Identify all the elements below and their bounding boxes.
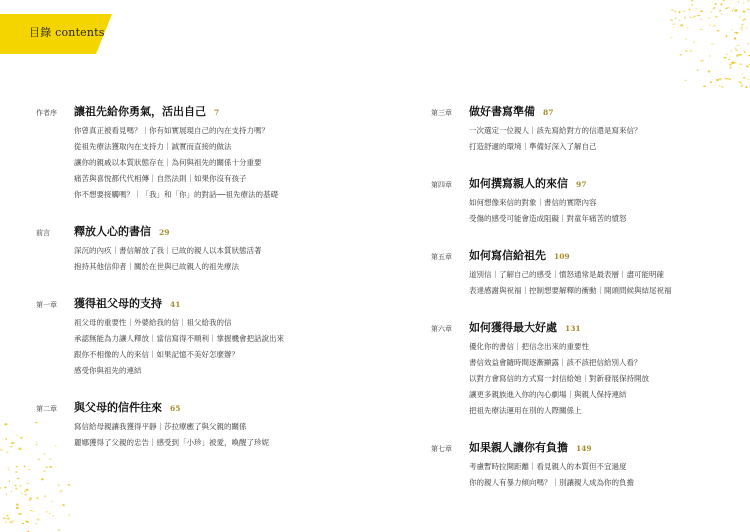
gold-speck — [747, 9, 750, 11]
subsection-line: 從祖先療法獲取內在支持力｜誠實而直接的做法 — [74, 142, 232, 151]
subsection-list — [74, 243, 336, 275]
gold-speck — [684, 17, 686, 19]
gold-speck — [0, 449, 3, 451]
gold-speck — [28, 469, 30, 470]
gold-speck — [746, 28, 748, 29]
chapter-heading-row — [431, 439, 731, 455]
gold-speck — [691, 0, 693, 1]
gold-speck — [728, 59, 730, 60]
toc-chapter-entry — [36, 295, 336, 379]
subsection-list — [469, 195, 731, 227]
chapter-label: 前言 — [36, 229, 50, 237]
gold-speck — [739, 17, 741, 18]
gold-speck — [679, 20, 681, 21]
gold-speck — [734, 9, 737, 11]
gold-speck — [742, 20, 744, 21]
subsection-list — [74, 123, 336, 203]
gold-speck — [670, 19, 673, 20]
gold-speck — [10, 446, 13, 447]
gold-speck — [685, 80, 687, 81]
gold-speck — [44, 495, 46, 497]
gold-speck — [686, 27, 689, 28]
chapter-title: 與父母的信件往來 — [74, 401, 162, 414]
gold-speck — [26, 483, 29, 484]
gold-speck — [68, 484, 71, 486]
subsection-line: 考慮暫時拉開距離｜看見親人的本質但不宜過度 — [469, 462, 627, 471]
gold-speck — [4, 423, 7, 425]
chapter-label: 第四章 — [431, 181, 452, 189]
subsection-line: 讓更多親族進入你的內心劇場｜與親人保持連結 — [469, 390, 627, 399]
gold-speck — [734, 37, 736, 39]
gold-speck — [14, 485, 16, 487]
gold-speck — [741, 24, 743, 25]
gold-speck — [7, 518, 8, 520]
gold-speck — [712, 7, 715, 9]
toc-chapter-entry — [36, 223, 336, 275]
gold-speck — [736, 54, 739, 56]
gold-speck — [3, 517, 6, 519]
gold-speck — [58, 529, 61, 531]
gold-speck — [4, 487, 6, 489]
chapter-title: 如何撰寫親人的來信 — [469, 177, 568, 190]
gold-speck — [16, 504, 18, 506]
gold-speck — [15, 488, 18, 490]
gold-speck — [675, 18, 676, 20]
gold-speck — [672, 10, 674, 11]
gold-speck — [6, 494, 7, 496]
subsection-line: 打造舒適的環境｜準備好深入了解自己 — [469, 142, 597, 151]
subsection-line: 一次選定一位親人｜該先寫給對方的信還是寫來信？ — [469, 126, 642, 135]
gold-speck — [696, 8, 698, 9]
gold-speck — [743, 77, 746, 79]
gold-speck — [737, 45, 740, 46]
gold-speck — [700, 11, 703, 12]
toc-chapter-entry — [431, 247, 731, 299]
gold-speck — [742, 11, 746, 13]
gold-speck — [30, 510, 33, 511]
gold-speck — [743, 2, 744, 3]
subsection-line: 書信效益會隨時間逐漸顯露｜該不該把信給別人看？ — [469, 358, 642, 367]
chapter-heading-row — [36, 399, 336, 415]
subsection-line: 跟你不相像的人的來信｜如果記憶不美好怎麼辦？ — [74, 350, 239, 359]
gold-speck — [715, 3, 716, 4]
gold-speck — [740, 27, 743, 29]
subsection-line: 表達感謝與祝福｜控制想要解釋的衝動｜開頭問候與結尾祝福 — [469, 286, 672, 295]
gold-speck — [0, 488, 2, 489]
gold-speck — [726, 54, 728, 55]
gold-speck — [697, 70, 699, 71]
gold-speck — [685, 50, 687, 52]
gold-speck — [18, 513, 21, 515]
chapter-title: 如何獲得最大好處 — [469, 321, 557, 334]
gold-speck — [736, 55, 739, 56]
gold-speck — [729, 63, 731, 65]
gold-speck — [708, 25, 711, 26]
gold-speck — [710, 81, 712, 83]
gold-speck — [710, 11, 712, 13]
subsection-line: 把祖先療法運用在別的人際關係上 — [469, 406, 582, 415]
gold-speck — [731, 29, 733, 30]
subsection-line: 你的親人有暴力傾向嗎？｜別讓親人成為你的負擔 — [469, 478, 634, 487]
subsection-list — [469, 123, 731, 155]
subsection-list — [469, 459, 731, 491]
chapter-label: 第三章 — [431, 109, 452, 117]
gold-speck — [36, 497, 39, 499]
gold-speck — [746, 86, 748, 88]
gold-speck — [20, 437, 23, 439]
chapter-label: 第二章 — [36, 405, 57, 413]
gold-speck — [10, 522, 12, 523]
gold-speck — [722, 86, 724, 88]
gold-speck — [17, 478, 20, 480]
gold-speck — [20, 485, 22, 487]
gold-speck — [740, 63, 742, 64]
gold-speck — [679, 54, 682, 55]
gold-speck — [727, 7, 730, 8]
gold-speck — [700, 29, 703, 31]
gold-speck — [713, 7, 716, 8]
gold-speck — [723, 57, 726, 59]
subsection-line: 你曾真正被看見嗎？｜你有如實展現自己的內在支持力嗎？ — [74, 126, 269, 135]
subsection-line: 道別信｜了解自己的感受｜憤怒通常是最表層｜盡可能明確 — [469, 270, 664, 279]
subsection-list — [74, 419, 336, 451]
gold-speck — [716, 79, 719, 81]
chapter-heading-row — [431, 247, 731, 263]
gold-speck — [693, 16, 696, 17]
chapter-title: 做好書寫準備 — [469, 105, 535, 118]
subsection-line: 受傷的感受可能會造成阻礙｜對童年痛苦的憤怒 — [469, 214, 627, 223]
gold-speck — [721, 3, 723, 5]
gold-speck — [719, 78, 722, 80]
gold-speck — [672, 23, 675, 25]
subsection-line: 承認無能為力讓人釋放｜當信寫得不順利｜掌握機會把話說出來 — [74, 334, 284, 343]
gold-speck — [740, 82, 742, 84]
gold-speck — [700, 19, 703, 20]
gold-speck — [38, 515, 40, 516]
gold-speck — [734, 62, 736, 64]
subsection-line: 祖父母的重要性｜外婆給我的信｜祖父給我的信 — [74, 318, 232, 327]
gold-speck — [10, 521, 13, 523]
gold-speck — [701, 10, 703, 11]
gold-speck — [5, 521, 7, 522]
gold-speck — [37, 518, 40, 520]
gold-speck — [6, 438, 8, 440]
chapter-label: 作者序 — [36, 109, 57, 117]
gold-speck — [680, 24, 683, 26]
gold-speck — [700, 60, 704, 62]
gold-speck — [744, 52, 746, 53]
subsection-line: 你不想要接觸嗎？｜「我」和「你」的對話──祖先療法的基礎 — [74, 190, 279, 199]
subsection-line: 麗娜獲得了父親的忠告｜感受到「小珍」被愛，喚醒了珍妮 — [74, 438, 269, 447]
chapter-page-number: 149 — [576, 444, 592, 453]
chapter-label: 第五章 — [431, 253, 452, 261]
chapter-page-number: 131 — [565, 324, 581, 333]
chapter-title: 讓祖先給你勇氣，活出自己 — [74, 105, 206, 118]
gold-speck — [725, 78, 728, 79]
gold-speck — [670, 37, 673, 38]
gold-speck — [13, 520, 15, 521]
gold-speck — [17, 435, 18, 436]
chapter-title: 獲得祖父母的支持 — [74, 297, 162, 310]
chapter-heading-row — [36, 295, 336, 311]
gold-speck — [683, 10, 685, 12]
gold-speck — [688, 5, 689, 6]
gold-speck — [46, 511, 48, 512]
gold-speck — [744, 50, 746, 52]
gold-speck — [693, 17, 694, 18]
gold-speck — [32, 511, 35, 512]
chapter-label: 第一章 — [36, 301, 57, 309]
gold-speck — [36, 523, 38, 524]
chapter-label: 第七章 — [431, 445, 452, 453]
toc-chapter-entry — [431, 319, 731, 419]
gold-speck — [19, 448, 22, 450]
gold-speck — [690, 50, 693, 51]
gold-speck — [721, 13, 722, 14]
gold-speck — [740, 29, 743, 30]
gold-speck — [52, 515, 54, 516]
gold-speck — [16, 507, 18, 509]
gold-speck — [9, 480, 10, 482]
gold-speck — [743, 19, 746, 20]
gold-speck — [746, 65, 749, 67]
gold-speck — [17, 507, 19, 509]
gold-speck — [747, 79, 750, 80]
gold-speck — [25, 521, 28, 522]
gold-speck — [731, 62, 733, 64]
gold-speck — [736, 32, 739, 34]
gold-speck — [7, 467, 9, 468]
gold-speck — [60, 490, 63, 492]
chapter-heading-row — [36, 223, 336, 239]
gold-speck — [732, 62, 735, 64]
subsection-line: 抱持其他信仰者｜關於在世與已故親人的祖先療法 — [74, 262, 239, 271]
subsection-line: 感受你與祖先的連結 — [74, 366, 142, 375]
chapter-title: 如果親人讓你有負擔 — [469, 441, 568, 454]
gold-speck — [713, 26, 714, 27]
gold-speck — [715, 16, 718, 18]
gold-speck — [711, 43, 714, 44]
gold-speck — [735, 50, 738, 51]
toc-chapter-entry — [36, 103, 336, 203]
gold-speck — [715, 4, 717, 5]
gold-speck — [27, 521, 29, 523]
gold-speck — [24, 490, 27, 492]
subsection-line: 深沉的內疚｜書信解放了我｜已故的親人以本質狀態活著 — [74, 246, 262, 255]
gold-speck — [733, 8, 734, 9]
toc-right-column — [431, 103, 731, 511]
gold-dust-decoration-top-right — [670, 0, 750, 90]
gold-speck — [11, 491, 12, 493]
chapter-title: 釋放人心的書信 — [74, 225, 151, 238]
gold-speck — [672, 27, 673, 28]
gold-speck — [703, 86, 706, 88]
gold-speck — [738, 81, 741, 83]
gold-speck — [730, 67, 732, 69]
chapter-page-number: 65 — [170, 404, 181, 413]
gold-speck — [723, 0, 725, 1]
gold-speck — [731, 50, 732, 51]
gold-speck — [717, 30, 720, 32]
chapter-page-number: 41 — [170, 300, 181, 309]
toc-left-column — [36, 103, 336, 471]
subsection-line: 以對方會寫信的方式寫一封信給她｜對新發展保持開放 — [469, 374, 649, 383]
subsection-line: 如何想像來信的對象｜書信的實際內容 — [469, 198, 597, 207]
chapter-heading-row — [431, 103, 731, 119]
subsection-list — [469, 267, 731, 299]
subsection-line: 痛苦與喜悅都代代相傳｜自然法則｜如果你沒有孩子 — [74, 174, 247, 183]
gold-speck — [697, 15, 701, 16]
gold-speck — [734, 32, 737, 33]
gold-speck — [49, 513, 51, 514]
gold-speck — [738, 1, 739, 3]
gold-speck — [16, 466, 18, 468]
subsection-list — [74, 315, 336, 379]
gold-speck — [742, 74, 743, 75]
gold-speck — [747, 0, 749, 2]
gold-speck — [18, 449, 21, 450]
gold-speck — [708, 70, 711, 72]
chapter-heading-row — [431, 175, 731, 191]
chapter-page-number: 29 — [159, 228, 170, 237]
gold-speck — [725, 8, 727, 9]
gold-speck — [29, 499, 32, 501]
gold-speck — [709, 55, 710, 57]
toc-chapter-entry — [431, 103, 731, 155]
subsection-list — [469, 339, 731, 419]
gold-speck — [732, 10, 733, 12]
gold-speck — [719, 10, 721, 11]
gold-speck — [726, 35, 728, 37]
gold-speck — [739, 54, 742, 56]
contents-tab-label: 目錄 contents — [29, 26, 105, 39]
gold-speck — [690, 17, 692, 18]
gold-speck — [691, 4, 693, 6]
subsection-line: 優化你的書信｜把信念出來的重要性 — [469, 342, 589, 351]
gold-speck — [747, 43, 749, 44]
toc-chapter-entry — [431, 439, 731, 491]
gold-speck — [714, 25, 716, 27]
gold-speck — [670, 9, 672, 10]
gold-speck — [6, 515, 8, 516]
gold-speck — [729, 79, 731, 80]
toc-chapter-entry — [36, 399, 336, 451]
chapter-title: 如何寫信給祖先 — [469, 249, 546, 262]
chapter-heading-row — [36, 103, 336, 119]
gold-speck — [8, 469, 10, 470]
gold-speck — [26, 489, 29, 491]
gold-speck — [25, 494, 27, 496]
gold-speck — [675, 11, 677, 13]
gold-speck — [693, 41, 694, 43]
chapter-page-number: 7 — [214, 108, 220, 117]
gold-speck — [62, 504, 64, 506]
toc-chapter-entry — [431, 175, 731, 227]
chapter-page-number: 97 — [576, 180, 587, 189]
gold-speck — [50, 501, 53, 502]
gold-speck — [741, 85, 743, 87]
gold-speck — [678, 11, 680, 13]
gold-speck — [689, 9, 691, 11]
gold-speck — [8, 518, 10, 520]
gold-speck — [735, 47, 736, 49]
chapter-page-number: 87 — [543, 108, 554, 117]
gold-speck — [41, 478, 44, 480]
gold-speck — [6, 451, 9, 453]
gold-speck — [727, 78, 730, 79]
gold-speck — [31, 507, 32, 508]
gold-speck — [24, 466, 26, 468]
gold-speck — [58, 485, 59, 486]
subsection-line: 寫信給母親讓我獲得平靜｜莎拉療癒了與父親的關係 — [74, 422, 247, 431]
gold-speck — [22, 523, 24, 524]
gold-speck — [718, 85, 721, 86]
gold-speck — [13, 442, 15, 444]
gold-speck — [68, 514, 70, 516]
gold-speck — [29, 497, 31, 498]
chapter-heading-row — [431, 319, 731, 335]
chapter-label: 第六章 — [431, 325, 452, 333]
gold-speck — [685, 38, 686, 40]
subsection-line: 讓你的親戚以本質狀態存在｜為何與祖先的關係十分重要 — [74, 158, 262, 167]
gold-speck — [15, 471, 17, 473]
chapter-page-number: 109 — [554, 252, 570, 261]
gold-speck — [22, 493, 23, 494]
gold-speck — [11, 442, 14, 444]
gold-speck — [708, 17, 710, 19]
